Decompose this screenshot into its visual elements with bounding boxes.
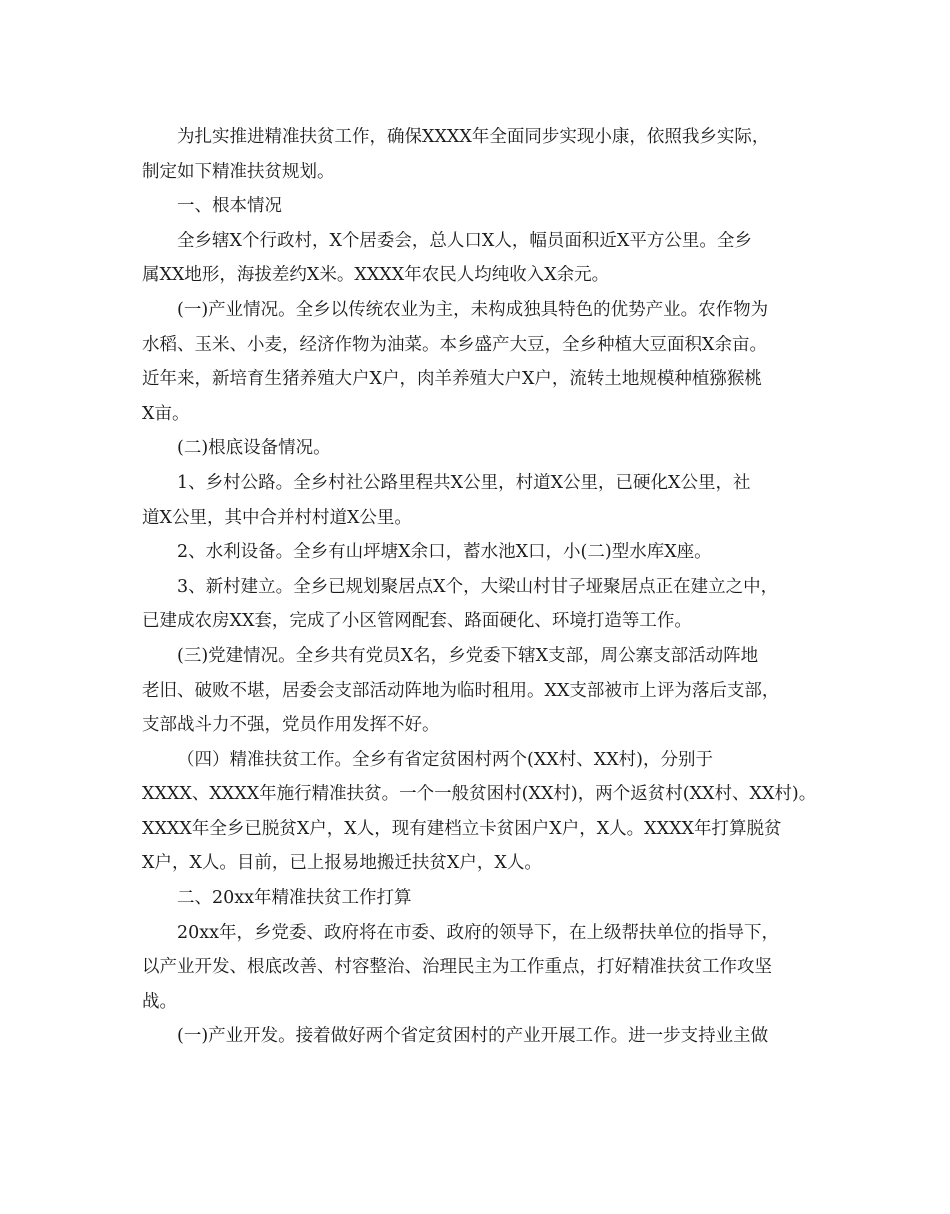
paragraph-overview: [142, 224, 812, 293]
text-line: (三)党建情况。全乡共有党员X名，乡党委下辖X支部，周公寨支部活动阵地: [177, 645, 759, 666]
text-line: 为扎实推进精准扶贫工作，确保XXXX年全面同步实现小康，依照我乡实际，: [177, 127, 770, 147]
text-line: 老旧、破败不堪，居委会支部活动阵地为临时租用。XX支部被市上评为落后支部，: [142, 680, 780, 701]
text-line: 水稻、玉米、小麦，经济作物为油菜。本乡盛产大豆，全乡种植大豆面积X余亩。: [142, 334, 767, 355]
paragraph-new-village: [142, 570, 812, 639]
text-line: 1、乡村公路。全乡村社公路里程共X公里，村道X公里，已硬化X公里，社: [177, 472, 751, 493]
section-heading-plan: [142, 881, 812, 916]
text-line: 属XX地形，海拔差约X米。XXXX年农民人均纯收入X余元。: [142, 265, 610, 286]
text-line: 二、20xx年精准扶贫工作打算: [177, 888, 412, 909]
paragraph-intro: [142, 120, 812, 189]
paragraph-plan-overview: [142, 916, 812, 1020]
text-line: XXXX年全乡已脱贫X户，X人，现有建档立卡贫困户X户，X人。XXXX年打算脱贫: [142, 818, 782, 839]
text-line: (二)根底设备情况。: [177, 438, 331, 459]
text-line: 近年来，新培育生猪养殖大户X户，肉羊养殖大户X户，流转土地规模种植猕猴桃: [142, 369, 762, 390]
text-line: 已建成农房XX套，完成了小区管网配套、路面硬化、环境打造等工作。: [142, 611, 692, 632]
text-line: (一)产业情况。全乡以传统农业为主，未构成独具特色的优势产业。农作物为: [177, 299, 769, 320]
section-heading-basic-situation: [142, 189, 812, 224]
paragraph-industry: [142, 293, 812, 431]
text-line: 战。: [142, 991, 177, 1012]
paragraph-industry-development: [142, 1019, 812, 1054]
text-line: 20xx年，乡党委、政府将在市委、政府的领导下，在上级帮扶单位的指导下，: [177, 922, 780, 943]
paragraph-infrastructure-heading: [142, 431, 812, 466]
text-line: X户，X人。目前，已上报易地搬迁扶贫X户，X人。: [142, 853, 542, 874]
text-line: X亩。: [142, 403, 190, 424]
document-body: [142, 120, 817, 1054]
text-line: 一、根本情况: [177, 196, 282, 217]
text-line: 制定如下精准扶贫规划。: [142, 161, 335, 182]
text-line: (一)产业开发。接着做好两个省定贫困村的产业开展工作。进一步支持业主做: [177, 1026, 769, 1047]
text-line: 3、新村建立。全乡已规划聚居点X个，大梁山村甘子垭聚居点正在建立之中，: [177, 576, 779, 597]
text-line: 支部战斗力不强，党员作用发挥不好。: [142, 715, 440, 736]
paragraph-party-building: [142, 639, 812, 743]
paragraph-roads: [142, 466, 812, 535]
paragraph-poverty-alleviation: [142, 743, 817, 881]
text-line: 以产业开发、根底改善、村容整治、治理民主为工作重点，打好精准扶贫工作攻坚: [142, 957, 772, 978]
text-line: 2、水利设备。全乡有山坪塘X余口，蓄水池X口，小(二)型水库X座。: [177, 542, 712, 563]
text-line: XXXX、XXXX年施行精准扶贫。一个一般贫困村(XX村)，两个返贫村(XX村、XX村)。: [142, 784, 817, 805]
paragraph-water: [142, 535, 812, 570]
text-line: （四）精准扶贫工作。全乡有省定贫困村两个(XX村、XX村)，分别于: [177, 749, 713, 770]
text-line: 道X公里，其中合并村村道X公里。: [142, 507, 412, 528]
text-line: 全乡辖X个行政村，X个居委会，总人口X人，幅员面积近X平方公里。全乡: [177, 230, 752, 251]
